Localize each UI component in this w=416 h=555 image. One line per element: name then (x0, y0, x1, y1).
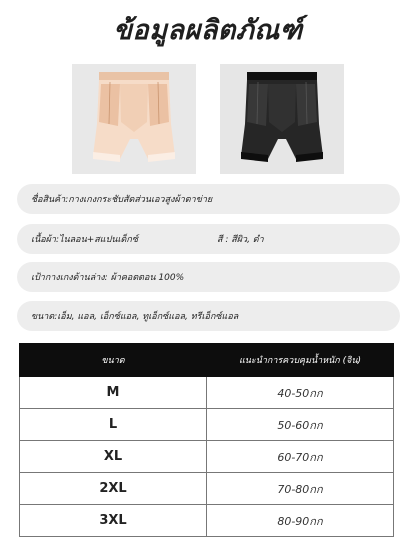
size-cell: M (20, 377, 207, 409)
fabric-color-row (17, 224, 400, 254)
weight-cell: 40-50กก (207, 377, 394, 409)
weight-cell: 60-70กก (207, 441, 394, 473)
table-row (20, 409, 394, 441)
header-size: ขนาด (20, 344, 207, 377)
size-cell: L (20, 409, 207, 441)
product-name-text: ชื่อสินค้า:กางเกงกระชับสัดส่วนเอวสูงผ้าตาข่าย (31, 195, 213, 205)
beige-shorts-photo[interactable] (72, 64, 196, 174)
weight-cell: 50-60กก (207, 409, 394, 441)
size-cell: XL (20, 441, 207, 473)
table-row (20, 441, 394, 473)
size-chart-table (19, 343, 394, 537)
product-photos (72, 64, 346, 174)
black-shorts-image (220, 64, 344, 174)
fabric-text: เนื้อผ้า:ไนลอน+สแปนเด็กซ์ (31, 235, 138, 245)
black-shorts-photo[interactable] (220, 64, 344, 174)
sizes-text: ขนาด:เอ็ม, แอล, เอ็กซ์แอล, ทูเอ็กซ์แอล, ทรีเอ็กซ์แอล (31, 312, 239, 322)
beige-shorts-image (72, 64, 196, 174)
table-header-row (20, 344, 394, 377)
product-name-row (17, 184, 400, 214)
table-row (20, 377, 394, 409)
crotch-fabric-row (17, 262, 400, 292)
page-title: ข้อมูลผลิตภัณฑ์ (113, 15, 303, 46)
color-text: สี : สีผิว, ดำ (217, 235, 264, 245)
crotch-fabric-text: เป้ากางเกงด้านล่าง: ผ้าคอตตอน 100% (31, 273, 185, 283)
weight-cell: 80-90กก (207, 505, 394, 537)
weight-cell: 70-80กก (207, 473, 394, 505)
header-weight: แนะนำการควบคุมน้ำหนัก (จิน) (207, 344, 394, 377)
size-cell: 2XL (20, 473, 207, 505)
table-row (20, 505, 394, 537)
table-row (20, 473, 394, 505)
sizes-row (17, 301, 400, 331)
size-cell: 3XL (20, 505, 207, 537)
